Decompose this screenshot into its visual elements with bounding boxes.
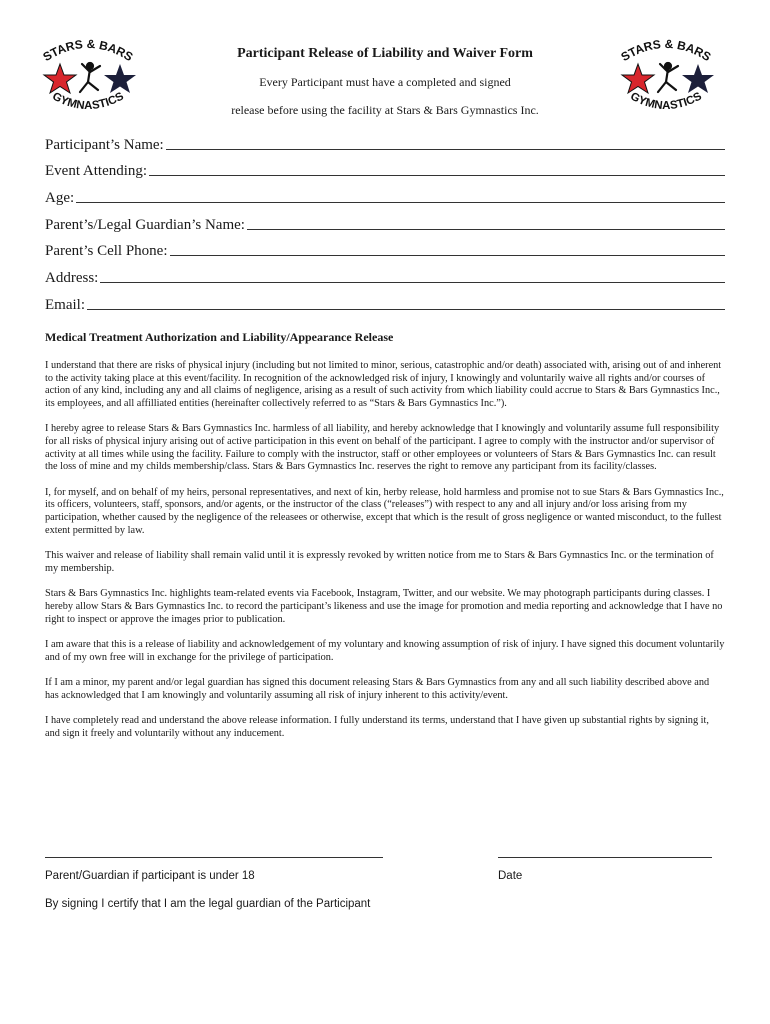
navy-star-icon <box>682 64 714 93</box>
red-star-icon <box>44 64 76 93</box>
release-paragraph: I am aware that this is a release of liability and acknowledgement of my voluntary and knowing assumption of risk of injury. I have signed this document voluntarily and of my own free will in exchange for the privilege of participation. <box>45 639 725 663</box>
stars-bars-logo-left <box>30 36 146 116</box>
release-paragraph: If I am a minor, my parent and/or legal guardian has signed this document releasing Stars & Bars Gymnastics from any and all such liability described above and has acknowledged that I am knowingly and voluntarily assuming all risk of injury inherent to this activity/event. <box>45 677 710 701</box>
address-field <box>45 260 725 287</box>
medical-release-heading: Medical Treatment Authorization and Liability/Appearance Release <box>45 330 394 344</box>
stars-bars-logo-right <box>608 36 724 116</box>
guardian-signature-line[interactable] <box>45 856 383 858</box>
parent-cell-phone-input-line[interactable] <box>170 254 726 256</box>
logo-bottom-text: GYMNASTICS <box>50 90 126 113</box>
logo-top-text: STARS & BARS <box>618 36 714 65</box>
release-paragraph: Stars & Bars Gymnastics Inc. highlights team-related events via Facebook, Instagram, Twitter, and our website. We may photograph participants during classes. I hereby allow Stars & Bars Gymnastics Inc. to record the participant’s likeness and use the image for promotion and media reporting and acknowledge that I have no right to inspect or approve the images prior to publication. <box>45 588 723 625</box>
date-signature-line[interactable] <box>498 856 712 858</box>
release-paragraph: I understand that there are risks of physical injury (including but not limited to minor, serious, catastrophic and/or death) associated with, arising out of and inherent to the activity taking place at this event/facility. In recognition of the acknowledged risk of injury, I knowingly and voluntarily waive all rights and/or courses of action of any kind, including any and all claims of negligence, arising as a result of such activity from which liability could accrue to Stars & Bars Gymnastics Inc., its employees, and all affilliated entities (hereinafter collectively referred to as “Stars & Bars Gymnastics Inc.”). <box>45 360 722 409</box>
email-input-line[interactable] <box>87 308 725 310</box>
age-input-line[interactable] <box>76 201 725 203</box>
parent-cell-phone-label: Parent’s Cell Phone: <box>45 243 168 260</box>
gymnast-figure-icon <box>658 63 678 92</box>
email-field <box>45 287 725 314</box>
date-label: Date <box>498 870 523 882</box>
red-star-icon <box>622 64 654 93</box>
guardian-name-input-line[interactable] <box>247 228 725 230</box>
age-label: Age: <box>45 190 75 207</box>
participant-name-field <box>45 127 725 154</box>
event-attending-label: Event Attending: <box>45 163 148 180</box>
form-header <box>160 46 610 118</box>
stars-bars-logo-graphic <box>30 36 146 116</box>
age-field <box>45 180 725 207</box>
release-paragraph: I, for myself, and on behalf of my heirs, personal representatives, and next of kin, herby release, hold harmless and promise not to sue Stars & Bars Gymnastics Inc., its officers, volunteers, staff, sponsors, and/or agents, or the instructor of the class (“releases”) with respect to any and all injury and/or loss arising from my participation, whether caused by the negligence of the releasees or otherwise, except that which is the result of gross negligence or wanted misconduct, to the fullest extent permitted by law. <box>45 486 724 536</box>
guardian-signature-label: Parent/Guardian if participant is under 18 <box>45 870 255 882</box>
participant-fields <box>45 127 725 314</box>
form-subtitle-line-2: release before using the facility at Stars & Bars Gymnastics Inc. <box>231 103 539 117</box>
participant-name-input-line[interactable] <box>166 148 725 150</box>
stars-bars-logo-graphic <box>608 36 724 116</box>
navy-star-icon <box>104 64 136 93</box>
form-title: Participant Release of Liability and Waiver Form <box>237 46 533 61</box>
logo-bottom-text: GYMNASTICS <box>628 90 704 113</box>
release-body <box>45 360 725 754</box>
logo-top-text: STARS & BARS <box>40 36 136 65</box>
guardian-name-field <box>45 207 725 234</box>
email-label: Email: <box>45 296 85 313</box>
guardian-certification-text: By signing I certify that I am the legal guardian of the Participant <box>45 898 371 910</box>
participant-name-label: Participant’s Name: <box>45 136 164 153</box>
release-paragraph: This waiver and release of liability shall remain valid until it is expressly revoked by written notice from me to Stars & Bars Gymnastics Inc. or the termination of my membership. <box>45 550 714 574</box>
address-input-line[interactable] <box>100 281 725 283</box>
parent-cell-phone-field <box>45 234 725 261</box>
form-subtitle-line-1: Every Participant must have a completed and signed <box>259 75 511 89</box>
guardian-name-label: Parent’s/Legal Guardian’s Name: <box>45 216 245 233</box>
gymnast-figure-icon <box>80 63 100 92</box>
event-attending-input-line[interactable] <box>149 174 725 176</box>
release-paragraph: I hereby agree to release Stars & Bars Gymnastics Inc. harmless of all liability, and hereby acknowledge that I knowingly and voluntarily assume full responsibility for all risks of physical injury arising out of active participation in this event on behalf of the participant. I agree to comply with the instructor and/or supervisor of activity at all times while using the facility. Failure to comply with the instructor, staff or other employees or volunteers of Stars & Bars Gymnastics Inc. can result the loss of mine and my childs membership/class. Stars & Bars Gymnastics Inc. reserves the right to remove any participant from its facility/classes. <box>45 423 720 473</box>
address-label: Address: <box>45 270 99 287</box>
event-attending-field <box>45 154 725 181</box>
release-paragraph: I have completely read and understand the above release information. I fully understand its terms, understand that I have given up substantial rights by signing it, and sign it freely and voluntarily without any inducement. <box>45 715 709 740</box>
